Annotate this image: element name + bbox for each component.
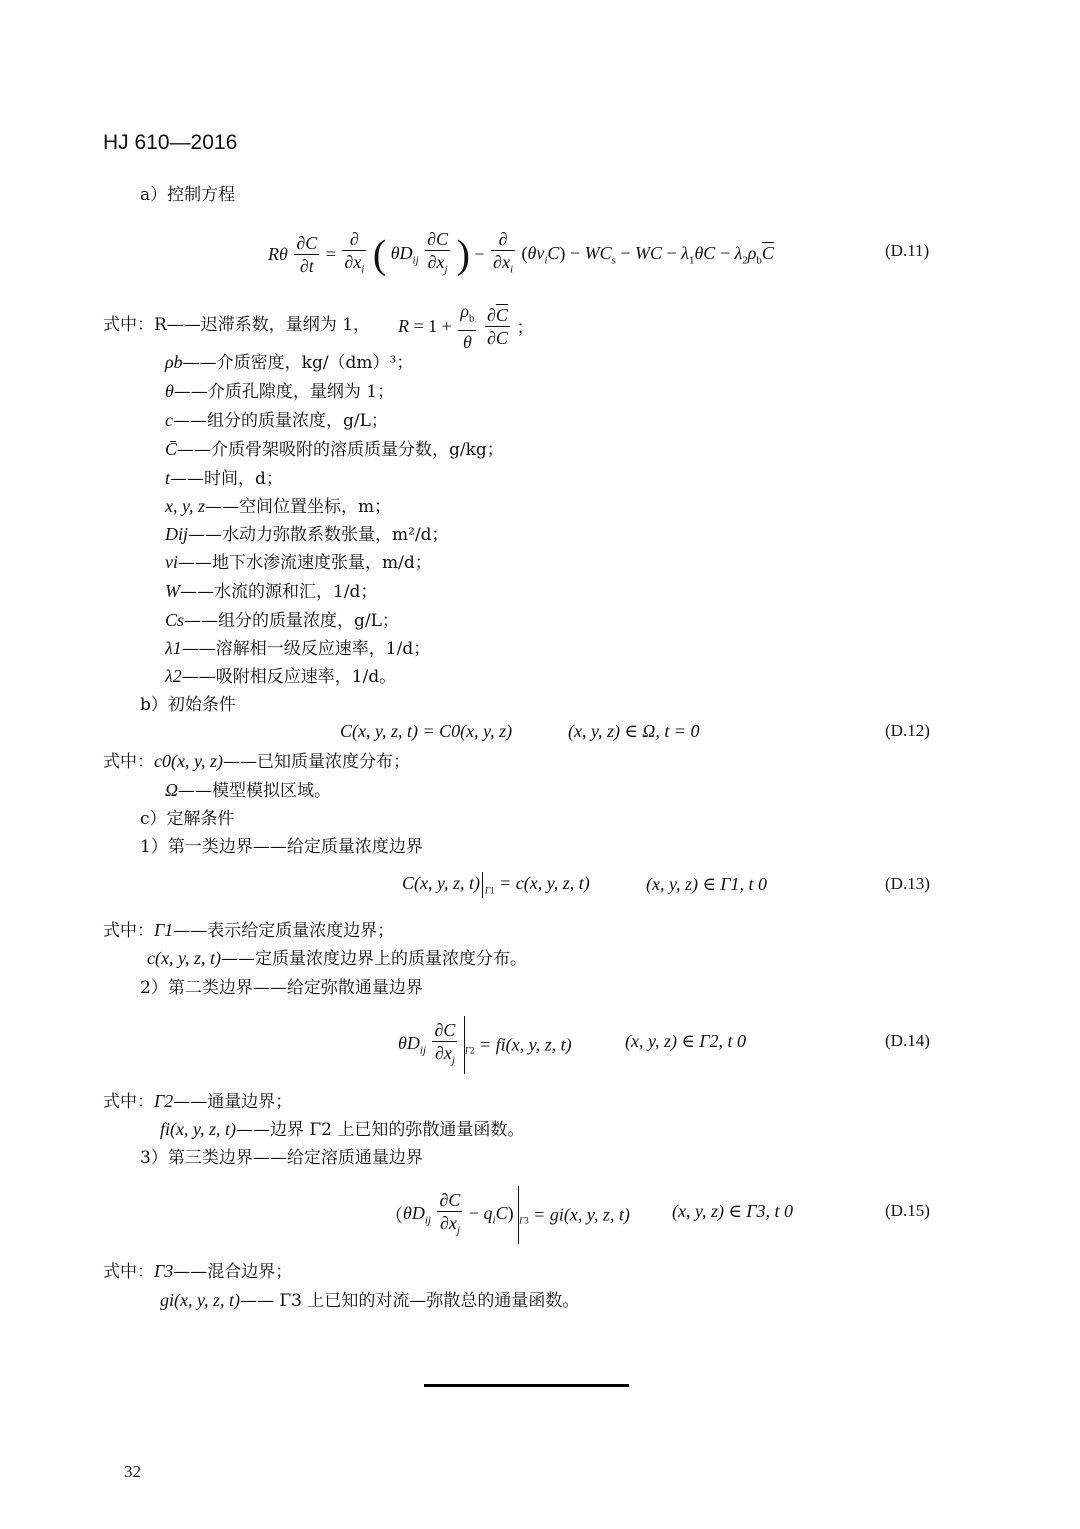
equation-d13: C(x, y, z, t) $_{\Gamma 1}$ = c(x, y, z, t) bbox=[402, 872, 590, 898]
where-omega: Ω——模型模拟区域。 bbox=[165, 780, 332, 801]
where-gamma1: 式中：Γ1——表示给定质量浓度边界； bbox=[103, 920, 395, 941]
var-c-bar: C̄——介质骨架吸附的溶质质量分数，g/kg； bbox=[165, 439, 504, 460]
var-w: W——水流的源和汇，1/d； bbox=[165, 581, 378, 602]
document-id: HJ 610—2016 bbox=[103, 131, 238, 154]
where-c-boundary: c(x, y, z, t)——定质量浓度边界上的质量浓度分布。 bbox=[147, 948, 527, 969]
equation-label-d12: (D.12) bbox=[885, 721, 930, 740]
where-gamma3: 式中：Γ3——混合边界； bbox=[103, 1261, 293, 1282]
boundary-3-title: 3）第三类边界——给定溶质通量边界 bbox=[140, 1148, 423, 1168]
boundary-2-title: 2）第二类边界——给定弥散通量边界 bbox=[140, 978, 423, 998]
equation-d12: C(x, y, z, t) = C0(x, y, z) bbox=[340, 721, 513, 741]
var-t: t——时间，d； bbox=[165, 468, 283, 489]
equation-label-d13: (D.13) bbox=[885, 874, 930, 893]
var-lambda1: λ1——溶解相一级反应速率，1/d； bbox=[165, 638, 431, 659]
condition-d13: (x, y, z) ∈ Γ1, t 0 bbox=[646, 874, 768, 894]
condition-d14: (x, y, z) ∈ Γ2, t 0 bbox=[625, 1031, 747, 1051]
r-formula: R = 1 + $\frac{\rho_b}{\theta}$ $\frac{\partial\overline{C}}{\partial C}$ ； bbox=[398, 301, 535, 352]
section-b-title: b）初始条件 bbox=[140, 695, 236, 715]
section-end-rule bbox=[424, 1384, 629, 1387]
equation-d14: $\theta D_{ij}$ $\frac{\partial C}{\partial x_j}$ $_{\Gamma 2}$ = fi(x, y, z, t) bbox=[398, 1016, 572, 1074]
r-definition: R——迟滞系数，量纲为 1， bbox=[154, 315, 371, 335]
var-dij: Dij——水动力弥散系数张量，m²/d； bbox=[165, 524, 449, 545]
page-number: 32 bbox=[124, 1462, 141, 1481]
var-lambda2: λ2——吸附相反应速率，1/d。 bbox=[165, 666, 397, 687]
condition-d15: (x, y, z) ∈ Γ3, t 0 bbox=[672, 1201, 794, 1221]
equation-label-d11: (D.11) bbox=[885, 241, 930, 260]
var-vi: vi——地下水渗流速度张量，m/d； bbox=[165, 552, 432, 573]
where-fi: fi(x, y, z, t)——边界 Γ2 上已知的弥散通量函数。 bbox=[160, 1119, 525, 1140]
condition-d12: (x, y, z) ∈ Ω, t = 0 bbox=[568, 721, 700, 741]
where-r-text bbox=[103, 314, 370, 336]
var-c: c——组分的质量浓度，g/L； bbox=[165, 410, 388, 431]
var-rho-b: ρb——介质密度，kg/（dm）³； bbox=[165, 352, 414, 373]
var-cs: Cs——组分的质量浓度，g/L； bbox=[165, 610, 399, 631]
where-c0: 式中：c0(x, y, z)——已知质量浓度分布； bbox=[103, 751, 410, 772]
equation-label-d15: (D.15) bbox=[885, 1201, 930, 1220]
equation-d11: Rθ $\frac{\partial C}{\partial t}$ = $\frac{\partial}{\partial x_i}$ ( $\theta D_{ij}$ $\frac{\partial C}{\partial x_j}$ ) − $\frac{\partial}{\partial x_i}$ $(\theta v_iC) - WC_s$ − WC − $\lambda_1\theta C - \lambda_2\rho_b\overline{C}$ bbox=[268, 229, 774, 277]
where-gamma2: 式中：Γ2——通量边界； bbox=[103, 1091, 293, 1112]
var-theta: θ——介质孔隙度，量纲为 1； bbox=[165, 381, 395, 402]
section-a-title: a）控制方程 bbox=[140, 185, 236, 205]
where-gi: gi(x, y, z, t)—— Γ3 上已知的对流—弥散总的通量函数。 bbox=[160, 1290, 580, 1311]
equation-d15: （$\theta D_{ij}$ $\frac{\partial C}{\partial x_j}$ − $q_iC$) $_{\Gamma 3}$ = gi(x, y, z, t) bbox=[385, 1186, 630, 1244]
boundary-1-title: 1）第一类边界——给定质量浓度边界 bbox=[140, 837, 423, 857]
section-c-title: c）定解条件 bbox=[140, 809, 235, 829]
where-prefix: 式中： bbox=[103, 315, 154, 335]
var-xyz: x, y, z——空间位置坐标，m； bbox=[165, 496, 392, 517]
equation-label-d14: (D.14) bbox=[885, 1031, 930, 1050]
